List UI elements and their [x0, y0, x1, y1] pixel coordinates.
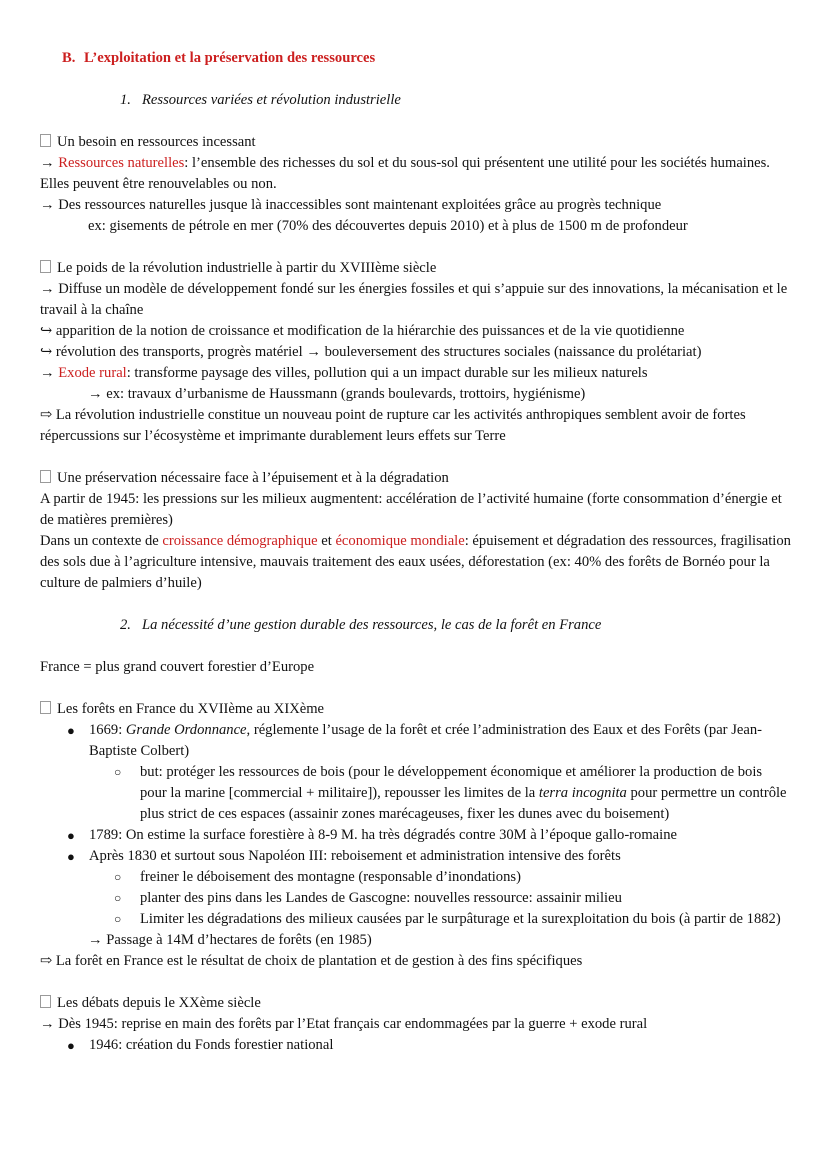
section-heading-b: B. L’exploitation et la préservation des ressources	[62, 50, 376, 66]
bullet-icon: ●	[67, 723, 75, 738]
block3-heading: Une préservation nécessaire face à l’épuisement et à la dégradation	[40, 468, 792, 489]
bullet-icon: ●	[67, 828, 75, 843]
checkbox-icon	[40, 260, 51, 273]
list-item: ● 1789: On estime la surface forestière à 8-9 M. ha très dégradés contre 30M à l’époque gallo-romaine	[40, 825, 792, 846]
block4-conclusion: ⇨ La forêt en France est le résultat de choix de plantation et de gestion à des fins spécifiques	[40, 953, 583, 969]
document	[40, 48, 792, 1056]
bullet-icon: ●	[67, 849, 75, 864]
block5-line1: → Dès 1945: reprise en main des forêts par l’Etat français car endommagées par la guerre + exode rural	[40, 1016, 648, 1032]
block1-line2: → Des ressources naturelles jusque là inaccessibles sont maintenant exploitées grâce au progrès technique	[40, 197, 662, 213]
block1-heading: Un besoin en ressources incessant	[40, 132, 792, 153]
block2-line2: ↪ apparition de la notion de croissance et modification de la hiérarchie des puissances et de la vie quotidienne	[40, 323, 685, 339]
france-statement: France = plus grand couvert forestier d’Europe	[40, 659, 315, 675]
circle-bullet-icon: ○	[114, 891, 122, 905]
definition-ressources-naturelles: → Ressources naturelles: l’ensemble des richesses du sol et du sous-sol qui présentent une utilité pour les sociétés humaines. Elles peuvent être renouvelables ou non.	[40, 155, 770, 192]
block1-example: ex: gisements de pétrole en mer (70% des découvertes depuis 2010) et à plus de 1500 m de profondeur	[88, 218, 688, 234]
circle-bullet-icon: ○	[114, 870, 122, 884]
subsection-heading-1: 1. Ressources variées et révolution industrielle	[120, 92, 401, 108]
passage-line: → Passage à 14M d’hectares de forêts (en 1985)	[88, 932, 372, 948]
checkbox-icon	[40, 134, 51, 147]
sub-list-item: ○ but: protéger les ressources de bois (pour le développement économique et améliorer la production de bois pour la marine [commercial + militaire]), repousser les limites de la terra incognita pour permettre un contrôle plus strict de ces espaces (assainir zones marécageuses, fixer les dunes avec du boisement)	[114, 764, 787, 822]
subsection-heading-2: 2. La nécessité d’une gestion durable des ressources, le cas de la forêt en France	[120, 617, 602, 633]
list-item: ● 1946: création du Fonds forestier national	[40, 1035, 792, 1056]
checkbox-icon	[40, 995, 51, 1008]
block4-heading: Les forêts en France du XVIIème au XIXème	[40, 699, 792, 720]
block2-example: → ex: travaux d’urbanisme de Haussmann (grands boulevards, trottoirs, hygiénisme)	[88, 386, 586, 402]
circle-bullet-icon: ○	[114, 765, 122, 779]
block2-line3: ↪ révolution des transports, progrès matériel → bouleversement des structures sociales (naissance du prolétariat)	[40, 344, 702, 360]
checkbox-icon	[40, 470, 51, 483]
list-item: ● 1669: Grande Ordonnance, réglemente l’usage de la forêt et crée l’administration des Eaux et des Forêts (par Jean-Baptiste Colbert)	[67, 722, 762, 759]
block2-conclusion: ⇨ La révolution industrielle constitue un nouveau point de rupture car les activités anthropiques semblent avoir de fortes répercussions sur l’écosystème et imprimante durablement leurs effets sur Terre	[40, 407, 746, 444]
sub-list-item: ○ planter des pins dans les Landes de Gascogne: nouvelles ressource: assainir milieu	[40, 888, 792, 909]
block3-line1: A partir de 1945: les pressions sur les milieux augmentent: accélération de l’activité humaine (forte consommation d’énergie et de matières premières)	[40, 491, 782, 528]
block3-line2: Dans un contexte de croissance démographique et économique mondiale: épuisement et dégradation des ressources, fragilisation des sols due à l’agriculture intensive, mauvais traitement des eaux usées, déforestation (ex: 40% des forêts de Bornéo pour la culture de palmiers d’huile)	[40, 533, 791, 591]
bullet-icon: ●	[67, 1038, 75, 1053]
block2-line1: → Diffuse un modèle de développement fondé sur les énergies fossiles et qui s’appuie sur des innovations, la mécanisation et le travail à la chaîne	[40, 281, 788, 318]
block2-heading: Le poids de la révolution industrielle à partir du XVIIIème siècle	[40, 258, 792, 279]
checkbox-icon	[40, 701, 51, 714]
circle-bullet-icon: ○	[114, 912, 122, 926]
sub-list-item: ○ Limiter les dégradations des milieux causées par le surpâturage et la surexploitation du bois (à partir de 1882)	[40, 909, 792, 930]
sub-list-item: ○ freiner le déboisement des montagne (responsable d’inondations)	[40, 867, 792, 888]
list-item: ● Après 1830 et surtout sous Napoléon III: reboisement et administration intensive des forêts	[40, 846, 792, 867]
definition-exode-rural: → Exode rural: transforme paysage des villes, pollution qui a un impact durable sur les milieux naturels	[40, 365, 648, 381]
block5-heading: Les débats depuis le XXème siècle	[40, 993, 792, 1014]
